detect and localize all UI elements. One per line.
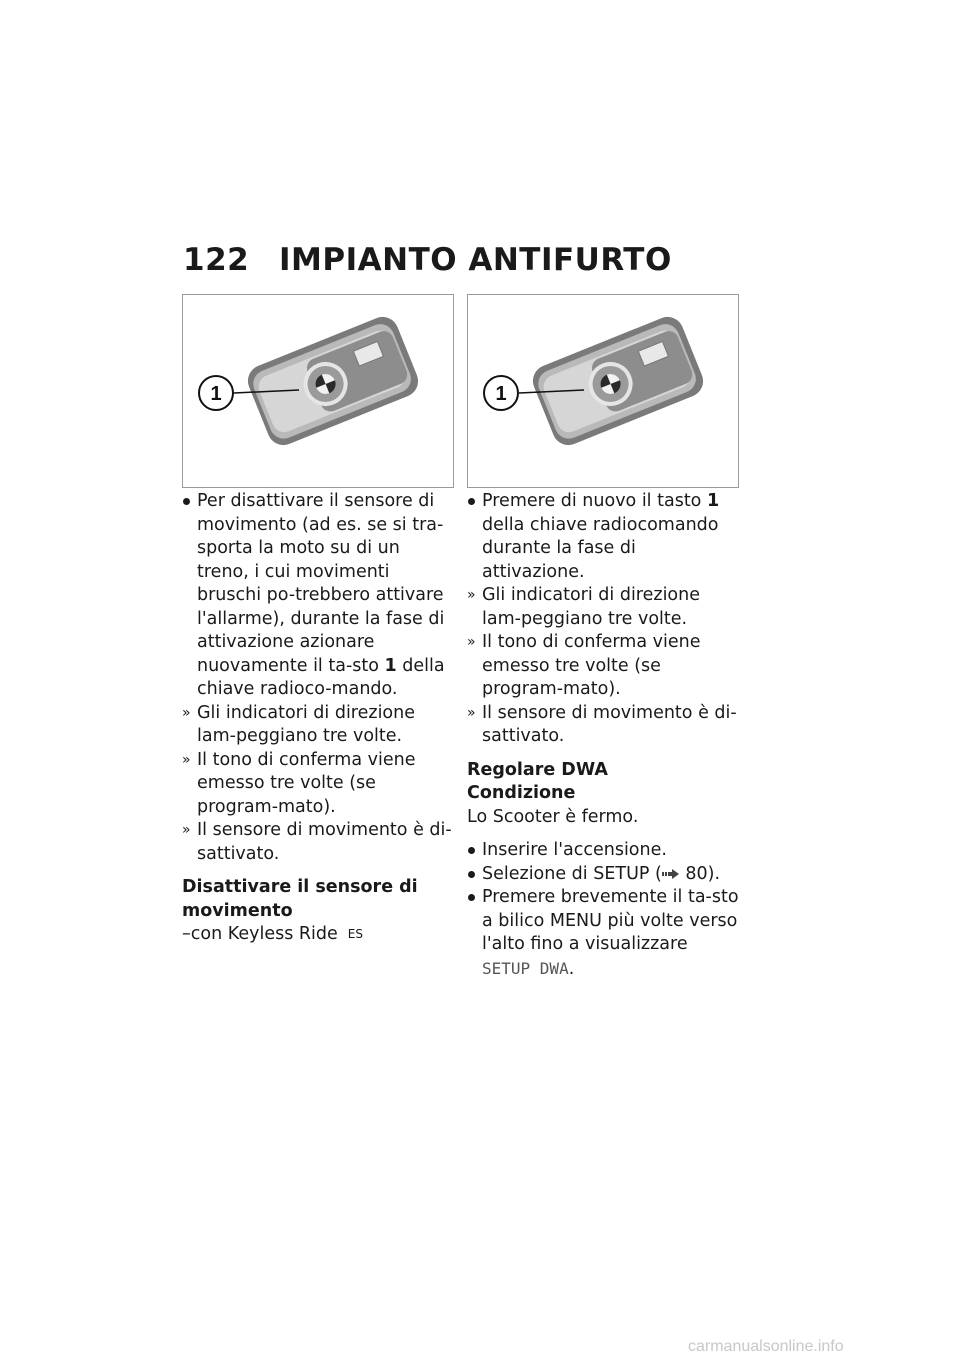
bullet-icon <box>183 498 190 505</box>
section-heading: Disattivare il sensore di movimento <box>182 877 418 921</box>
list-item: Premere brevemente il ta-sto a bilico MENU più volte verso l'alto fino a visualizzare SETUP DWA. <box>467 886 739 981</box>
condition-text: Lo Scooter è fermo. <box>467 806 639 827</box>
key-fob-figure-right <box>467 294 739 488</box>
page-header <box>183 242 672 278</box>
arrow-right-icon <box>662 868 680 880</box>
bullet-icon <box>468 871 475 878</box>
result-item: » Il tono di conferma viene emesso tre volte (se program-mato). <box>182 749 416 817</box>
result-arrow-icon: » <box>467 587 476 603</box>
display-text: SETUP DWA <box>482 958 569 978</box>
bullet-icon <box>468 847 475 854</box>
result-arrow-icon: » <box>182 751 191 768</box>
watermark-text: carmanualsonline.info <box>688 1338 844 1355</box>
callout-label: 1 <box>210 383 222 405</box>
key-fob-illustration <box>183 295 453 487</box>
condition-heading: Condizione <box>467 783 576 803</box>
key-fob-figure-left <box>182 294 454 488</box>
key-reference: 1 <box>384 655 397 676</box>
list-item: Selezione di SETUP ( 80). <box>467 863 739 887</box>
result-arrow-icon: » <box>467 704 476 721</box>
bullet-icon <box>468 498 475 505</box>
result-item: » Il tono di conferma viene emesso tre volte (se program-mato). <box>467 632 701 699</box>
right-column <box>467 490 739 981</box>
result-item: » Gli indicatori di direzione lam-peggiano tre volte. <box>467 585 700 629</box>
es-superscript: ES <box>347 927 363 941</box>
list-item: Inserire l'accensione. <box>467 839 739 863</box>
left-column <box>182 490 454 947</box>
result-arrow-icon: » <box>467 634 476 650</box>
result-item: » Gli indicatori di direzione lam-peggiano tre volte. <box>182 702 415 746</box>
condition-line: –con Keyless Ride $^{ES}$ <box>182 924 363 944</box>
list-item: Per disattivare il sensore di movimento (ad es. se si tra-sporta la moto su di un treno, i cui movimenti bruschi po-trebbero attivare l'allarme), durante la fase di attivazione azionare nuovamente il ta-sto 1 della chiave radioco-mando. <box>182 490 454 702</box>
page-title: IMPIANTO ANTIFURTO <box>279 242 672 278</box>
list-item: Premere di nuovo il tasto 1 della chiave radiocomando durante la fase di attivazione. <box>467 490 739 584</box>
result-arrow-icon: » <box>182 704 191 721</box>
key-fob-illustration <box>468 295 738 487</box>
section-heading: Regolare DWA <box>467 759 608 780</box>
result-item: » Il sensore di movimento è di-sattivato. <box>182 820 452 864</box>
bullet-icon <box>468 894 475 901</box>
page-number: 122 <box>183 242 250 278</box>
callout-label: 1 <box>495 383 507 405</box>
result-item: » Il sensore di movimento è di-sattivato. <box>467 702 737 746</box>
key-reference: 1 <box>706 491 720 511</box>
result-arrow-icon: » <box>182 822 191 838</box>
